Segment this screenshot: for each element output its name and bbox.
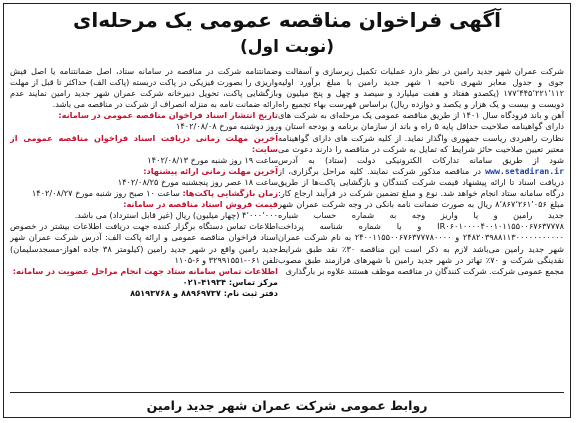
right-paragraph-2: در مناقصه مذکور شرکت نمایند. کلیه مراحل برگزاری، از دریافت اسناد تا ارائه پیشنهاد قیمت شرکت کنندگان و بازگشایی پاکت‌ها از طریق درگاه سامانه ستاد انجام خواهد شد. نوع و مبلغ تضمین شرکت در فرآیند ارجاع کار: مبلغ ۸٬۸۶۷٬۲۶۱٬۰۵۶ ریال به صورت ضمانت نامه بانکی در وجه شرکت عمران شهر جدید رامین و یا واریز وجه به شماره حساب شباره IR۰۶۰۱۰۰۰۰۴۰۰۱۰۱۱۵۵۰۰۶۷۶۳۷۷۷۸ و یا شماره شناسه پرداخت ۲۴۸۲۰۳۹۸۸۱۱۳۰۰۰۰۰۰۰۰۰۰۰ و ۲۴۰۰۱۱۵۵۰۰۶۷۶۳۷۷۷۸۰۰۰۰ به نام شرکت عمران شهر جدید رامین می‌باشد لازم به ذکر است این مناقصه ۳۰٪ نقد طبق شرایط نقدینگی شرکت و ۷۰٪ تهاتر در شهر جدید رامین با شهرهای فرازمند طبق مصوب مجمع عمومی شرکت. شرکت کنندگان در مناقصه موظف هستند علاوه بر بارگذاری bbox=[278, 165, 564, 276]
price-heading: قیمت فروش اسناد مناقصه در سامانه: bbox=[123, 199, 278, 210]
opening-date: ساعت ۱۰ صبح روز شنبه مورخ ۱۴۰۲/۰۸/۲۷ bbox=[31, 188, 180, 199]
price-value: ۴٬۰۰۰٬۰۰۰ (چهار میلیون) ریال (غیر قابل استرداد) می باشد. bbox=[74, 210, 278, 221]
setad-website-link[interactable]: www.setadiran.ir bbox=[485, 165, 564, 176]
announcement-frame bbox=[3, 3, 571, 418]
publish-date: روز دوشنبه مورخ ۱۴۰۲/۰۸/۰۸ bbox=[175, 121, 278, 132]
docs-deadline-heading: آخرین مهلت زمانی دریافت اسناد فراخوان مناقصه عمومی از سایت: bbox=[10, 132, 278, 154]
registration-office: دفتر ثبت نام: ۸۸۹۶۹۷۳۷ و ۸۵۱۹۳۷۶۸ bbox=[130, 287, 278, 298]
contact-phone: مرکز تماس: ۴۱۹۳۴-۰۲۱ bbox=[182, 276, 278, 287]
right-column bbox=[278, 66, 564, 388]
announcement-subtitle: (نوبت اول) bbox=[239, 37, 335, 57]
bids-deadline-date: ساعت ۱۸ عصر روز پنجشنبه مورخ ۱۴۰۲/۰۸/۲۵ bbox=[117, 176, 278, 187]
announcement-header bbox=[4, 4, 570, 66]
opening-heading: زمان بازگشایی پاکت‌ها: bbox=[182, 188, 278, 199]
contact-heading: اطلاعات تماس سامانه ستاد جهت انجام مراحل عضویت در سامانه: bbox=[12, 265, 278, 276]
announcement-title: آگهی فراخوان مناقصه عمومی یک مرحله‌ای bbox=[73, 8, 501, 32]
right-paragraph-1: شرکت عمران شهر جدید رامین در نظر دارد عملیات تکمیل زیرسازی و آسفالت و جوی و جدول معابر شهری ناحیه ۱ شهر جدید رامین با مبلغ برآورد اولیه ۱۷۷٬۴۴۵٬۲۲۱٬۱۱۲ (یکصدو هفتاد و هفت میلیارد و سیصد و چهل و پنج میلیون و دویست و بیست و یک هزار و یکصد و دوازده ریال) براساس فهرست بهاء تجمیع راه آهن و باند فرودگاه سال ۱۴۰۱ از طریق مناقصه عمومی یک مرحله‌ای به شرکت های دارای گواهینامه صلاحیت حداقل پایه ۵ راه و باند از سازمان برنامه و بودجه استان و نظارت راهبردی ریاست جمهوری واگذار نماید. از کلیه شرکت های دارای گواهینامه معتبر تعیین صلاحیت حائز شرایط که تمایل به شرکت در مناقصه را دارند دعوت می شود از طریق سامانه تدارکات الکترونیکی دولت (ستاد) به آدرس bbox=[278, 66, 564, 165]
left-paragraph-guarantee: ضمانتنامه شرکت در مناقصه در سامانه ستاد، اصل ضمانتنامه یا اصل فیش واریزی را بصورت فیزیکی در پاکت دربسته (پاکت الف) حداکثر تا قبل از مهلت بازگشایی پاکت، تحویل دبیرخانه شرکت عمران شهر جدید رامین نمایند عدم ارائه ضمانت نامه به منزله انصراف از شرکت در مناقصه می باشد. bbox=[10, 66, 278, 110]
left-column bbox=[10, 66, 278, 388]
info-paragraph: اطلاعات تماس دستگاه برگزار کننده جهت دریافت اطلاعات بیشتر در خصوص اسناد فراخوان مناقصه عمومی و ارائه پاکت الف: آدرس شرکت عمران شهر جدید رامین واقع در شهر جدید رامین (کیلومتر ۳۸ جاده اهواز-مسجدسلیمان) تلفن ۰۶۱-۳۲۹۹۱۵۵۱ و ۶-۱۱۰۵ bbox=[10, 221, 278, 265]
footer-divider bbox=[10, 392, 564, 393]
footer-signature: روابط عمومی شرکت عمران شهر جدید رامین bbox=[146, 398, 428, 413]
docs-deadline-date: ساعت ۱۹ روز شنبه مورخ ۱۴۰۲/۰۸/۱۳ bbox=[147, 154, 278, 165]
publish-date-heading: تاریخ انتشار اسناد فراخوان مناقصه عمومی در سامانه: bbox=[58, 110, 278, 121]
bids-deadline-heading: آخرین مهلت زمانی ارائه پیشنهاد: bbox=[143, 165, 278, 176]
